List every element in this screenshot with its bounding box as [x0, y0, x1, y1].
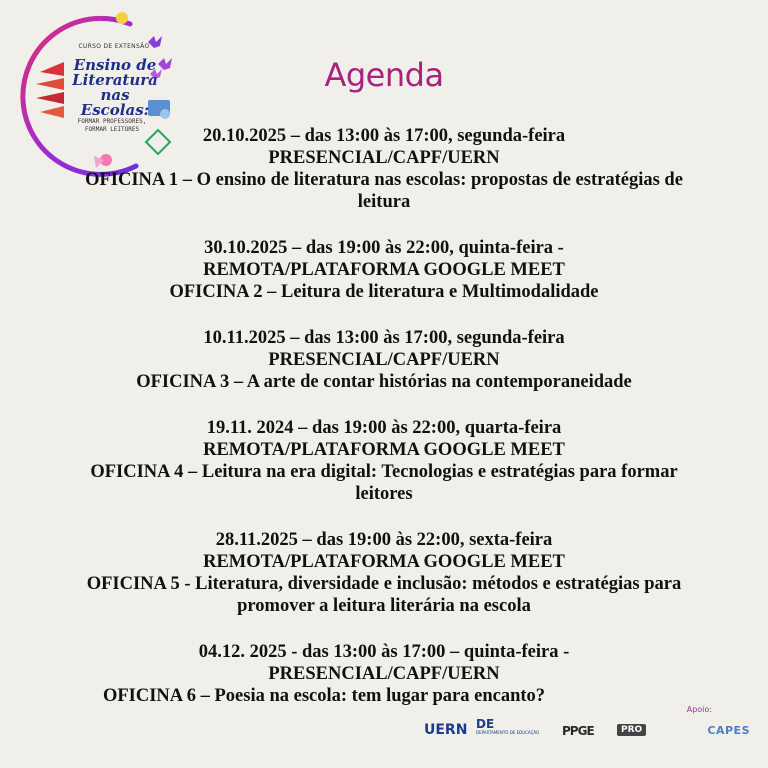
event-date-time: 28.11.2025 – das 19:00 às 22:00, sexta-feira — [215, 530, 553, 550]
de-logo — [476, 717, 539, 735]
uern-logo: UERN — [424, 722, 468, 738]
event-date-time: 30.10.2025 – das 19:00 às 22:00, quinta-feira - — [204, 238, 564, 258]
event-mode: PRESENCIAL/CAPF/UERN — [268, 350, 500, 370]
event-date-time: 04.12. 2025 - das 13:00 às 17:00 – quinta-feira - — [198, 642, 570, 662]
event-title: OFICINA 2 – Leitura de literatura e Multimodalidade — [169, 282, 599, 302]
logo-title: Ensino de Literatura nas Escolas: — [72, 56, 158, 119]
event-date-time: 20.10.2025 – das 13:00 às 17:00, segunda-feira — [202, 126, 566, 146]
agenda-item — [60, 417, 708, 505]
event-title: OFICINA 5 - Literatura, diversidade e inclusão: métodos e estratégias para promover a leitura literária na escola — [86, 574, 682, 616]
agenda-list — [60, 125, 708, 731]
agenda-item — [60, 529, 708, 617]
logo-course-label: CURSO DE EXTENSÃO — [78, 43, 150, 50]
event-mode: REMOTA/PLATAFORMA GOOGLE MEET — [203, 260, 565, 280]
agenda-item — [60, 641, 708, 707]
agenda-item — [60, 237, 708, 303]
pro-logo: PRO — [617, 724, 646, 736]
ppge-logo: PPGE — [562, 724, 594, 738]
event-date-time: 10.11.2025 – das 13:00 às 17:00, segunda-feira — [203, 328, 565, 348]
event-title: OFICINA 4 – Leitura na era digital: Tecnologias e estratégias para formar leitores — [90, 462, 678, 504]
event-mode: PRESENCIAL/CAPF/UERN — [268, 664, 500, 684]
de-logo-text: DE — [476, 717, 495, 731]
event-title: OFICINA 3 – A arte de contar histórias na contemporaneidade — [136, 372, 632, 392]
apoio-label: Apoio: — [686, 705, 712, 714]
event-title: OFICINA 1 – O ensino de literatura nas escolas: propostas de estratégias de leitura — [85, 170, 683, 212]
event-date-time: 19.11. 2024 – das 19:00 às 22:00, quarta-feira — [206, 418, 562, 438]
de-logo-caption: DEPARTAMENTO DE EDUCAÇÃO — [476, 730, 540, 735]
event-mode: PRESENCIAL/CAPF/UERN — [268, 148, 500, 168]
agenda-item — [60, 125, 708, 213]
capes-logo: CAPES — [707, 724, 750, 737]
event-mode: REMOTA/PLATAFORMA GOOGLE MEET — [203, 440, 565, 460]
agenda-item — [60, 327, 708, 393]
event-title: OFICINA 6 – Poesia na escola: tem lugar para encanto? — [102, 686, 546, 706]
page-title: Agenda — [324, 56, 444, 94]
sponsor-logos — [424, 706, 754, 746]
logo-subtitle: FORMAR PROFESSORES, FORMAR LEITORES — [77, 118, 147, 133]
event-mode: REMOTA/PLATAFORMA GOOGLE MEET — [203, 552, 565, 572]
